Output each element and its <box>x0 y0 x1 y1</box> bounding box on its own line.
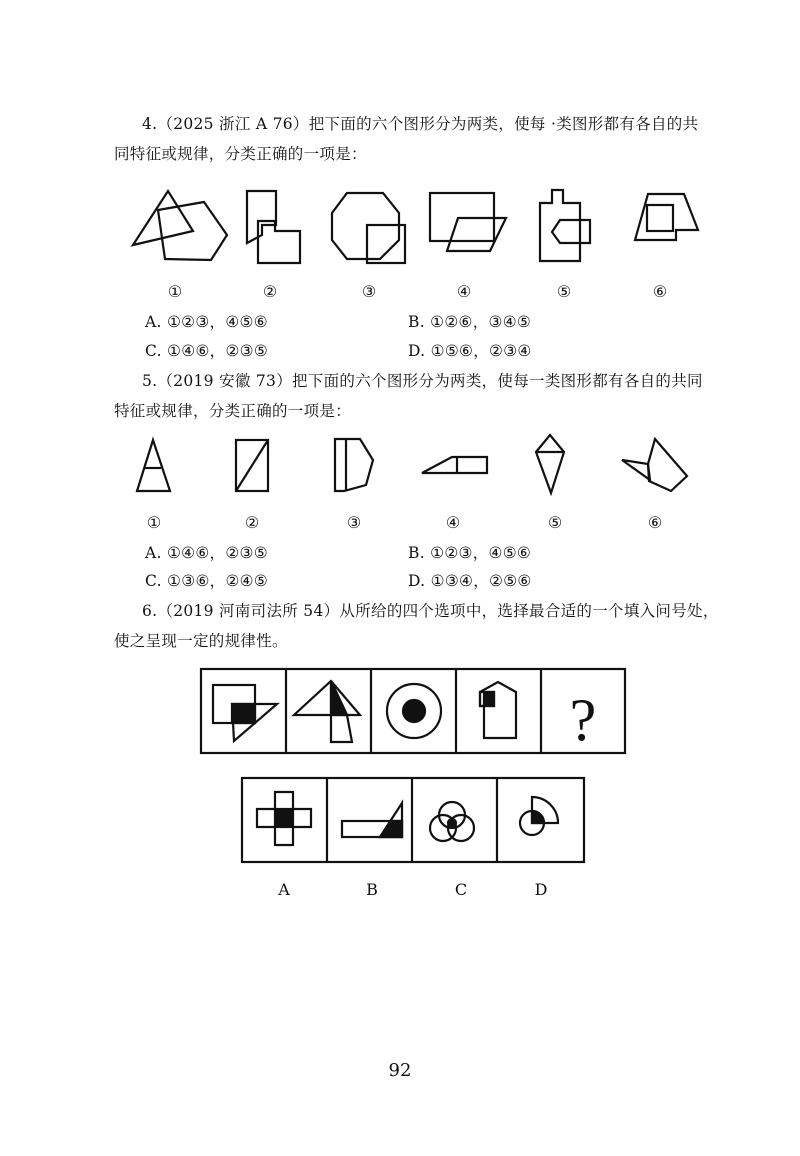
q5-figures <box>0 430 800 500</box>
q5-figure-1-label: ① <box>146 513 162 532</box>
q6-question-mark: ? <box>569 687 597 753</box>
q6-answer-a-label[interactable]: A <box>278 880 290 899</box>
q5-figure-1 <box>137 440 170 491</box>
q5-figure-2-label: ② <box>244 513 260 532</box>
q5-figure-5-label: ⑤ <box>547 513 563 532</box>
q6-answer-c-label[interactable]: C <box>454 880 468 899</box>
q4-option-a[interactable]: A. ①②③，④⑤⑥ <box>145 313 268 331</box>
q6-answer-row <box>241 777 585 863</box>
q4-figure-3 <box>332 193 405 263</box>
q5-figure-3-label: ③ <box>346 513 362 532</box>
q6-answer-b-figure <box>342 803 402 837</box>
q6-stem-line2: 使之呈现一定的规律性。 <box>114 632 288 650</box>
q5-figure-5 <box>536 435 564 493</box>
q4-figure-6-label: ⑥ <box>652 282 668 301</box>
q4-option-b[interactable]: B. ①②⑥，③④⑤ <box>408 313 532 331</box>
q5-option-b[interactable]: B. ①②③，④⑤⑥ <box>408 544 532 562</box>
q5-figure-6-label: ⑥ <box>647 513 663 532</box>
q5-option-d[interactable]: D. ①③④，②⑤⑥ <box>408 572 532 590</box>
q6-cell-3 <box>387 684 441 738</box>
q5-stem-line1: 5.（2019 安徽 73）把下面的六个图形分为两类，使每一类图形都有各自的共同 <box>142 372 703 390</box>
q5-figure-2 <box>236 440 268 491</box>
q6-answer-c-figure <box>430 802 474 841</box>
q5-figure-4-label: ④ <box>445 513 461 532</box>
q4-figure-1 <box>133 191 227 260</box>
q6-question-row <box>200 668 626 754</box>
q4-figure-2-label: ② <box>262 282 278 301</box>
q4-figure-5 <box>540 190 590 261</box>
q6-answer-a-figure <box>257 792 311 845</box>
q6-cell-2 <box>294 681 360 742</box>
q4-figure-4 <box>430 193 506 251</box>
q4-figure-4-label: ④ <box>456 282 472 301</box>
q5-option-a[interactable]: A. ①④⑥，②③⑤ <box>145 544 268 562</box>
q6-answer-d-figure <box>520 797 558 835</box>
q4-figure-2 <box>247 191 300 263</box>
q4-option-d[interactable]: D. ①⑤⑥，②③④ <box>408 342 532 360</box>
q4-figure-3-label: ③ <box>361 282 377 301</box>
q4-stem-line2: 同特征或规律，分类正确的一项是： <box>114 145 367 163</box>
q4-figures <box>0 185 800 265</box>
q4-figure-6 <box>635 194 698 240</box>
q6-answer-d-label[interactable]: D <box>534 880 548 899</box>
q4-figure-1-label: ① <box>167 282 183 301</box>
q5-figure-6 <box>622 439 687 491</box>
q4-figure-5-label: ⑤ <box>556 282 572 301</box>
q5-figure-4 <box>422 457 487 473</box>
q5-option-c[interactable]: C. ①③⑥，②④⑤ <box>145 572 269 590</box>
q5-stem-line2: 特征或规律，分类正确的一项是： <box>114 402 352 420</box>
q5-figure-3 <box>335 439 373 491</box>
q4-stem-line1: 4.（2025 浙江 A 76）把下面的六个图形分为两类，使每 ·类图形都有各自的共 <box>142 115 699 133</box>
q6-cell-1 <box>213 685 277 741</box>
q6-cell-4 <box>480 682 516 738</box>
q6-answer-b-label[interactable]: B <box>366 880 378 899</box>
q6-stem-line1: 6.（2019 河南司法所 54）从所给的四个选项中，选择最合适的一个填入问号处， <box>142 602 719 620</box>
q4-option-c[interactable]: C. ①④⑥，②③⑤ <box>145 342 269 360</box>
page-number: 92 <box>388 1060 412 1081</box>
